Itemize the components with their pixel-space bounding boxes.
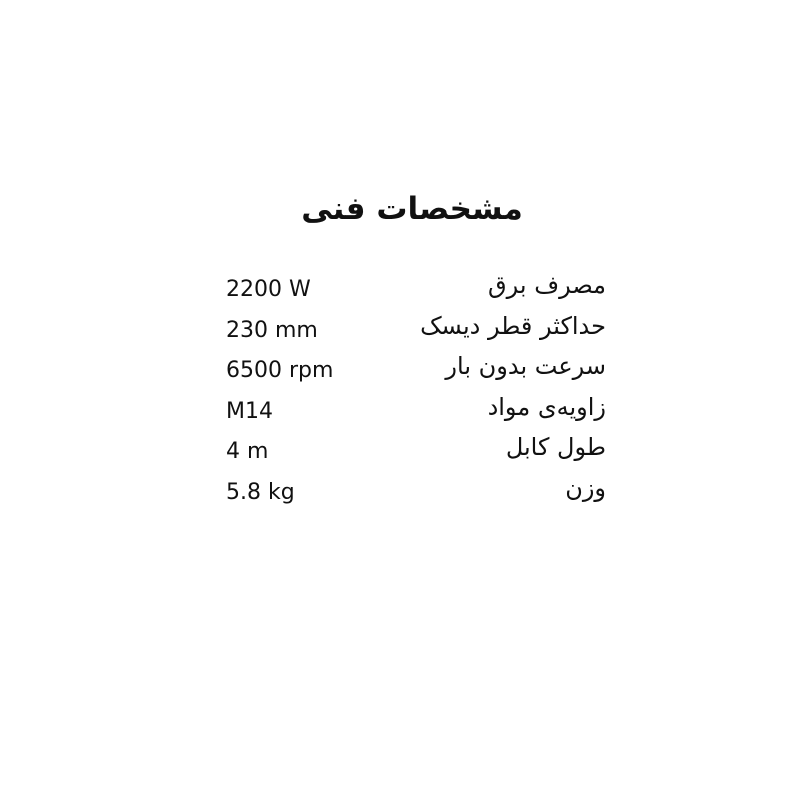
spec-value: 4 m bbox=[226, 439, 269, 464]
spec-value: 5.8 kg bbox=[226, 479, 295, 505]
spec-title bbox=[0, 183, 800, 235]
spec-label: مصرف برق bbox=[488, 271, 606, 299]
spec-table bbox=[222, 267, 606, 510]
spec-value: 6500 rpm bbox=[226, 358, 334, 383]
spec-row-disc-diameter bbox=[222, 308, 606, 349]
spec-title-text: مشخصات فنی bbox=[301, 191, 523, 227]
spec-row-weight bbox=[222, 470, 606, 511]
spec-value: 230 mm bbox=[226, 317, 318, 343]
spec-row-spindle-thread bbox=[222, 389, 606, 430]
spec-value: M14 bbox=[226, 398, 273, 424]
spec-value: 2200 W bbox=[226, 277, 311, 302]
spec-label: زاویه‌ی مواد bbox=[487, 392, 606, 421]
spec-label: طول کابل bbox=[505, 433, 606, 461]
spec-row-power bbox=[222, 267, 606, 308]
spec-row-no-load-speed bbox=[222, 348, 606, 389]
spec-label: وزن bbox=[565, 473, 606, 502]
spec-label: حداکثر قطر دیسک bbox=[420, 311, 606, 340]
spec-row-cable-length bbox=[222, 429, 606, 470]
spec-label: سرعت بدون بار bbox=[445, 352, 606, 380]
